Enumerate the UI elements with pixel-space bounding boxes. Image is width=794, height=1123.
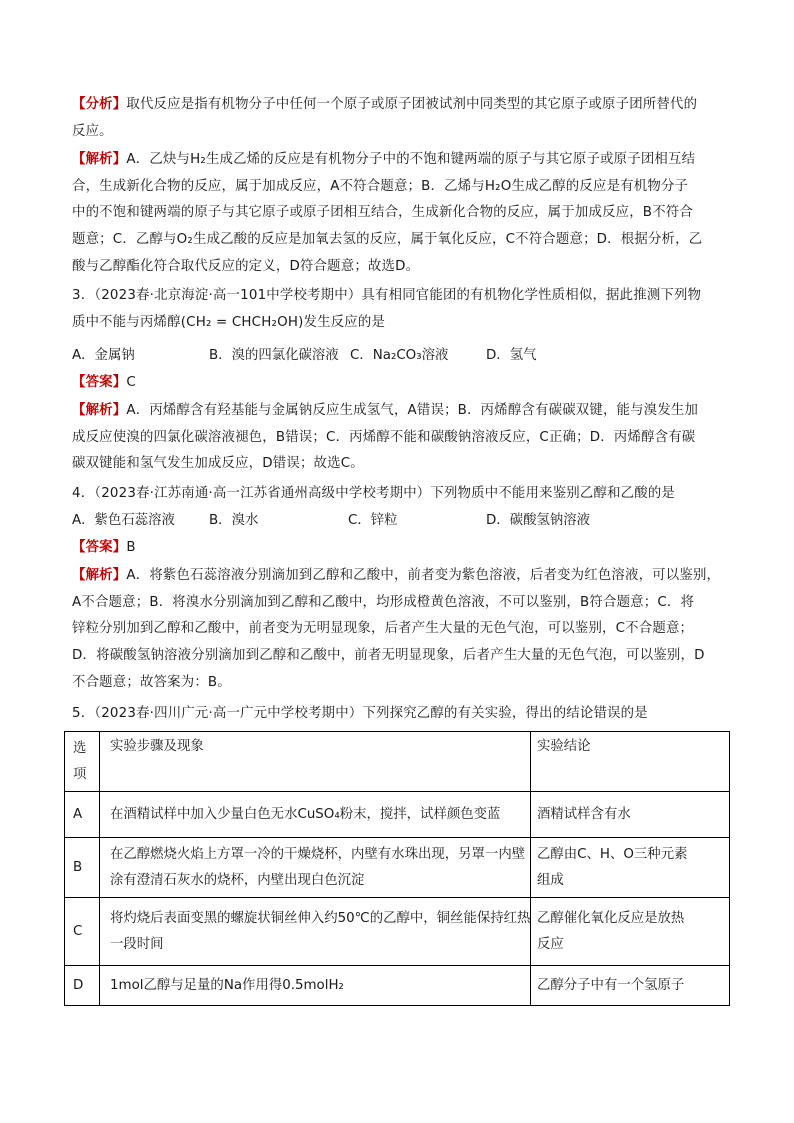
q3-option-b: B．溴的四氯化碳溶液 [209, 348, 339, 363]
row-conclusion: 乙醇由C、H、O三种元素 组成 [531, 838, 730, 898]
experiment-table [64, 731, 730, 1006]
row-option: A [65, 792, 100, 838]
question-5 [72, 701, 724, 728]
row-conclusion: 酒精试样含有水 [531, 792, 730, 838]
answer-tag: 【答案】 [72, 540, 127, 555]
explain-tag: 【解析】 [72, 152, 127, 167]
q3-options [72, 343, 724, 369]
q3-line-2: 质中不能与丙烯醇(CH₂ = CHCH₂OH)发生反应的是 [72, 314, 386, 330]
explain3-line-3: 碳双键能和氢气发生加成反应，D错误；故选C。 [72, 456, 364, 472]
row-steps: 在乙醇燃烧火焰上方罩一冷的干燥烧杯，内壁有水珠出现，另罩一内壁 涂有澄清石灰水的烧杯，内壁出现白色沉淀 [100, 838, 531, 898]
explanation-q2 [72, 147, 724, 281]
table-row [65, 966, 730, 1006]
row-option: D [65, 966, 100, 1006]
table-header-row [65, 732, 730, 792]
table-row [65, 838, 730, 898]
analysis-line-2: 反应。 [72, 123, 113, 139]
answer-tag: 【答案】 [72, 375, 127, 390]
explain3-line-2: 成反应使溴的四氯化碳溶液褪色，B错误；C．丙烯醇不能和碳酸钠溶液反应，C正确；D．丙烯醇含有碳 [72, 429, 696, 445]
explain4-line-5: 不合题意；故答案为：B。 [72, 674, 231, 690]
q3-line-1: 3．（2023春·北京海淀·高一101中学校考期中）具有相同官能团的有机物化学性质相似，据此推测下列物 [72, 288, 702, 303]
explain-tag: 【解析】 [72, 403, 127, 418]
explain2-line-4: 题意；C．乙醇与O₂生成乙酸的反应是加氧去氢的反应，属于氧化反应，C不符合题意；D．根据分析，乙 [72, 232, 703, 248]
answer-q3 [72, 370, 724, 397]
answer-q4-value: B [126, 540, 136, 555]
question-4 [72, 481, 724, 508]
explain2-line-1: A．乙炔与H₂生成乙烯的反应是有机物分子中的不饱和键两端的原子与其它原子或原子团相互结 [126, 152, 696, 167]
explanation-q4 [72, 563, 724, 697]
explain4-line-1: A．将紫色石蕊溶液分别滴加到乙醇和乙酸中，前者变为紫色溶液，后者变为红色溶液，可以鉴别， [126, 568, 721, 583]
q3-option-a: A．金属钠 [72, 348, 135, 363]
analysis-paragraph [72, 92, 724, 145]
explain2-line-2: 合，生成新化合物的反应，属于加成反应，A不符合题意；B．乙烯与H₂O生成乙醇的反应是有机物分子 [72, 178, 689, 194]
header-option: 选 项 [65, 732, 100, 792]
explain4-line-4: D．将碳酸氢钠溶液分别滴加到乙醇和乙酸中，前者无明显现象，后者产生大量的无色气泡，可以鉴别，D [72, 648, 705, 664]
q4-line-1: 4．（2023春·江苏南通·高一江苏省通州高级中学校考期中）下列物质中不能用来鉴别乙醇和乙酸的是 [72, 486, 676, 501]
row-conclusion: 乙醇分子中有一个氢原子 [531, 966, 730, 1006]
q4-options [72, 508, 724, 534]
analysis-tag: 【分析】 [72, 97, 127, 112]
row-option: C [65, 898, 100, 966]
explanation-q3 [72, 398, 724, 478]
explain-tag: 【解析】 [72, 568, 127, 583]
question-3 [72, 283, 724, 336]
header-conclusion: 实验结论 [531, 732, 730, 792]
q3-option-c: C．Na₂CO₃溶液 [350, 348, 449, 363]
explain2-line-3: 中的不饱和键两端的原子与其它原子或原子团相互结合，生成新化合物的反应，属于加成反应，B不符合 [72, 205, 693, 221]
answer-q4 [72, 535, 724, 562]
row-steps: 在酒精试样中加入少量白色无水CuSO₄粉末，搅拌，试样颜色变蓝 [100, 792, 531, 838]
row-option: B [65, 838, 100, 898]
explain4-line-2: A不合题意；B．将溴水分别滴加到乙醇和乙酸中，均形成橙黄色溶液，不可以鉴别，B符合题意；C．将 [72, 594, 695, 610]
row-steps: 将灼烧后表面变黑的螺旋状铜丝伸入约50℃的乙醇中，铜丝能保持红热 一段时间 [100, 898, 531, 966]
answer-q3-value: C [126, 375, 136, 390]
explain4-line-3: 锌粒分别加到乙醇和乙酸中，前者变为无明显现象，后者产生大量的无色气泡，可以鉴别，C不合题意； [72, 621, 694, 637]
q4-option-b: B．溴水 [209, 513, 259, 528]
row-conclusion: 乙醇催化氧化反应是放热 反应 [531, 898, 730, 966]
q4-option-c: C．锌粒 [348, 513, 398, 528]
q5-line-1: 5．（2023春·四川广元·高一广元中学校考期中）下列探究乙醇的有关实验，得出的结论错误的是 [72, 706, 648, 721]
table-row [65, 792, 730, 838]
explain2-line-5: 酸与乙醇酯化符合取代反应的定义，D符合题意；故选D。 [72, 258, 420, 274]
q4-option-a: A．紫色石蕊溶液 [72, 513, 175, 528]
header-steps: 实验步骤及现象 [100, 732, 531, 792]
q3-option-d: D．氢气 [486, 348, 537, 363]
row-steps: 1mol乙醇与足量的Na作用得0.5molH₂ [100, 966, 531, 1006]
q4-option-d: D．碳酸氢钠溶液 [486, 513, 591, 528]
explain3-line-1: A．丙烯醇含有羟基能与金属钠反应生成氢气，A错误；B．丙烯醇含有碳碳双键，能与溴发生加 [126, 403, 699, 418]
table-row [65, 898, 730, 966]
analysis-line-1: 取代反应是指有机物分子中任何一个原子或原子团被试剂中同类型的其它原子或原子团所替代的 [126, 97, 698, 112]
